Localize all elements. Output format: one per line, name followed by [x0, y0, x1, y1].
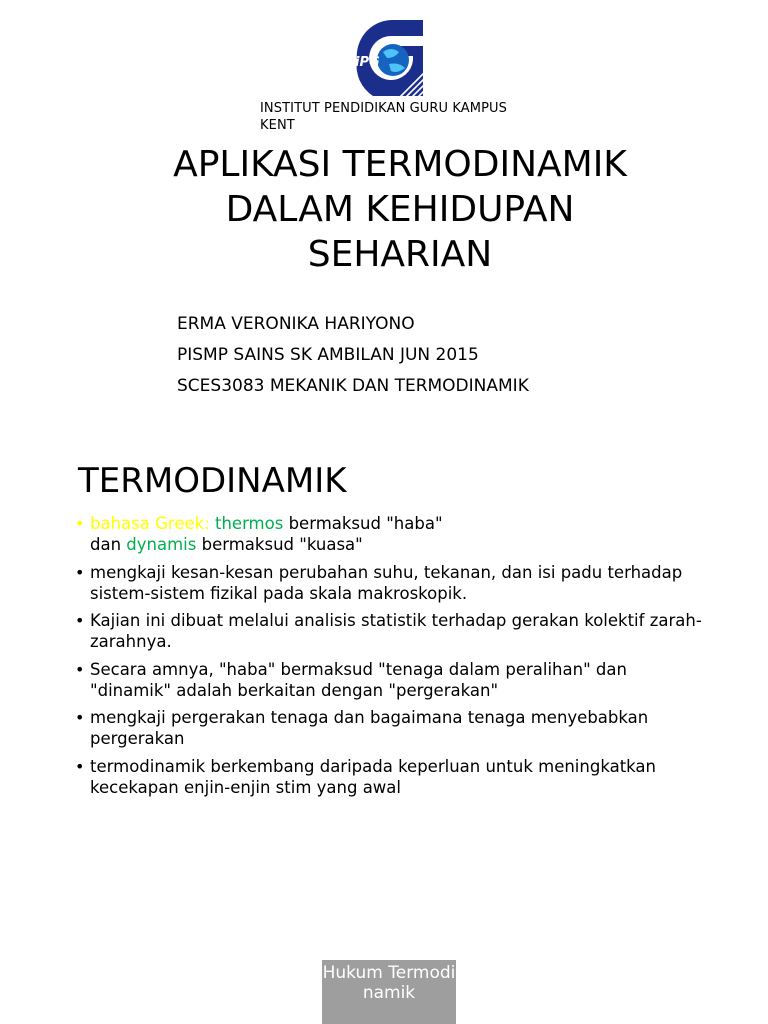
greek-word-dynamis: dynamis — [126, 535, 197, 554]
title-line-2: DALAM KEHIDUPAN — [225, 189, 575, 230]
bullet-item-etymology — [75, 513, 705, 555]
author-name: ERMA VERONIKA HARIYONO — [177, 314, 415, 334]
greek-word-thermos: thermos — [214, 514, 284, 533]
title-line-1: APLIKASI TERMODINAMIK — [173, 144, 627, 185]
bullet-dot: • — [75, 756, 85, 776]
bullet-item — [75, 707, 705, 749]
author-info — [177, 309, 697, 402]
title-line-3: SEHARIAN — [307, 234, 493, 275]
bullet-dot: • — [75, 562, 85, 582]
bullet-text: Secara amnya, "haba" bermaksud "tenaga dalam peralihan" dan "dinamik" adalah berkaitan dengan "pergerakan" — [90, 659, 627, 700]
greek-meaning-dynamis: bermaksud "kuasa" — [201, 535, 363, 554]
bullet-text: mengkaji pergerakan tenaga dan bagaimana tenaga menyebabkan pergerakan — [90, 708, 649, 748]
institute-name: INSTITUT PENDIDIKAN GURU KAMPUS KENT — [260, 101, 508, 133]
bullet-item — [75, 756, 705, 798]
next-page-button[interactable]: Hukum Termodinamik — [322, 960, 456, 1024]
author-course: SCES3083 MEKANIK DAN TERMODINAMIK — [177, 376, 529, 396]
bullet-text: mengkaji kesan-kesan perubahan suhu, tekanan, dan isi padu terhadap sistem-sistem fizikal pada skala makroskopik. — [90, 562, 683, 603]
bullet-item — [75, 562, 705, 604]
bullet-dot: • — [75, 611, 85, 630]
bullet-text: termodinamik berkembang daripada keperluan untuk meningkatkan kecekapan enjin-enjin stim yang awal — [90, 756, 656, 797]
bullet-list — [75, 513, 705, 804]
presentation-title — [120, 142, 680, 277]
bullet-dot: • — [75, 708, 85, 727]
bullet-text: Kajian ini dibuat melalui analisis statistik terhadap gerakan kolektif zarah-zarahnya. — [90, 611, 702, 651]
conjunction-text: dan — [90, 535, 122, 554]
bullet-dot: • — [75, 514, 85, 533]
section-heading: TERMODINAMIK — [78, 461, 347, 501]
bullet-item — [75, 610, 705, 652]
ipg-logo — [353, 16, 425, 100]
bullet-dot: • — [75, 659, 85, 679]
svg-text:iPG: iPG — [355, 55, 380, 70]
greek-label: bahasa Greek: — [90, 514, 210, 533]
bullet-item — [75, 659, 705, 701]
author-program: PISMP SAINS SK AMBILAN JUN 2015 — [177, 345, 479, 365]
greek-meaning-thermos: bermaksud "haba" — [288, 514, 443, 533]
